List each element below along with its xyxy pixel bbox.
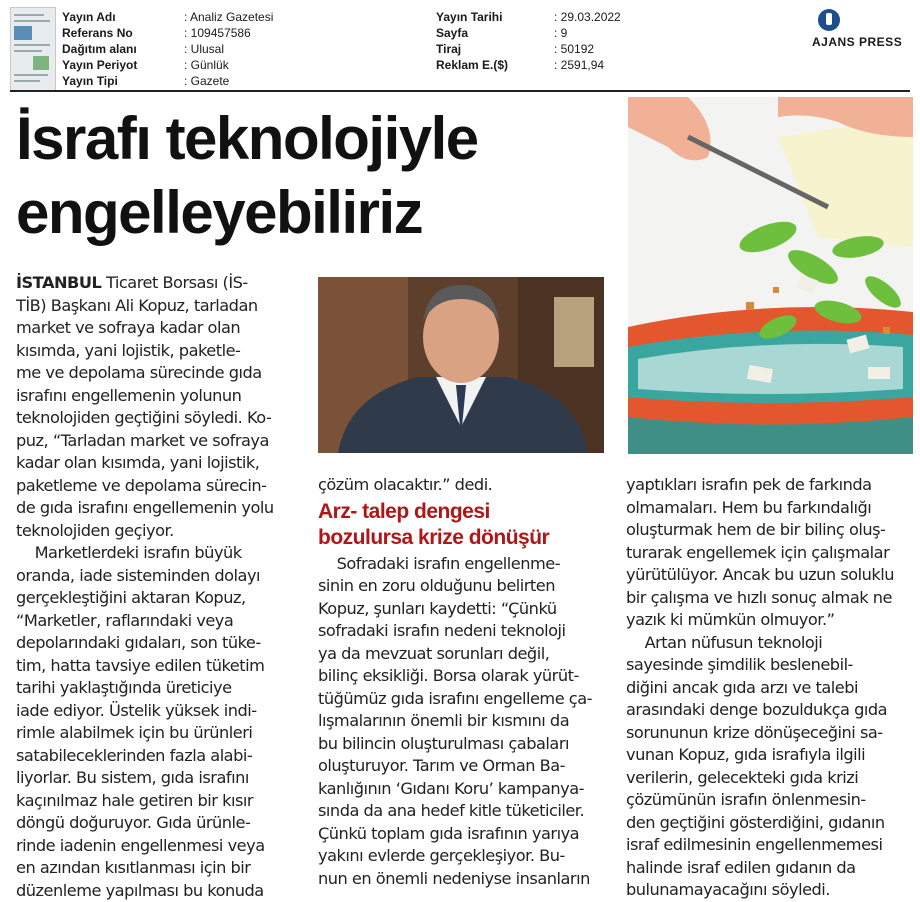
text-line: Sofradaki israfın engellenme- [318, 553, 606, 576]
ajans-press-icon [818, 9, 840, 31]
text-line: oluşturuyor. Tarım ve Orman Ba- [318, 755, 606, 778]
ajans-press-logo [812, 9, 912, 49]
text-line: kısımda, yani lojistik, paketle- [16, 340, 306, 363]
text-line: Kopuz, şunları kaydetti: “Çünkü [318, 598, 606, 621]
food-photo [628, 97, 913, 454]
text-line: sında da ana hedef kitle tüketiciler. [318, 800, 606, 823]
text-line: tüğümüz gıda israfını engelleme ça- [318, 688, 606, 711]
text-line: çözümünün israfın önlenmesin- [626, 789, 912, 812]
article-column-1 [16, 272, 306, 902]
meta-value: : 50192 [554, 41, 594, 57]
text-line: sofradaki israfın nedeni teknoloji [318, 620, 606, 643]
text-line: çözüm olacaktır.” dedi. [318, 474, 606, 497]
text-line: nun en önemli nedeniyse insanların [318, 868, 606, 891]
text-line: “Marketler, raflarındaki veya [16, 610, 306, 633]
text-line: kadar olan kısımda, yani lojistik, [16, 452, 306, 475]
text-line: iade ediyor. Üstelik yüksek indi- [16, 700, 306, 723]
meta-value: : Ulusal [184, 41, 224, 57]
text-line [16, 272, 306, 295]
headline-line: İsrafı teknolojiyle [16, 102, 616, 176]
text-line: tim, hatta tavsiye edilen tüketim [16, 655, 306, 678]
meta-value: : 9 [554, 25, 567, 41]
text-line: gerçekleştiğini aktaran Kopuz, [16, 587, 306, 610]
text-line: israf edilmesinin engellenmemesi [626, 834, 912, 857]
food-photo-illustration [628, 97, 913, 454]
meta-key: Referans No [62, 25, 133, 41]
text-line: israfını engellemenin yolunun [16, 385, 306, 408]
headline-line: engelleyebiliriz [16, 176, 616, 250]
meta-key: Reklam E.($) [436, 57, 508, 73]
text-line: liyorlar. Bu sistem, gıda israfını [16, 767, 306, 790]
text-line: rinde iadenin engellenmesi veya [16, 835, 306, 858]
text-line: rimle alabilmek için bu ürünleri [16, 722, 306, 745]
text-line: sorununun krize dönüşeceğini sa- [626, 722, 912, 745]
text-line: bulunamayacağını söyledi. [626, 879, 912, 902]
meta-key: Sayfa [436, 25, 468, 41]
text-line: market ve sofraya kadar olan [16, 317, 306, 340]
article-column-2 [318, 474, 606, 890]
logo-text: AJANS PRESS [812, 35, 902, 49]
meta-value: : Günlük [184, 57, 229, 73]
text-line: oluşturmak hem de bir bilinç oluş- [626, 519, 912, 542]
text-line: paketleme ve depolama sürecin- [16, 475, 306, 498]
subheading [318, 499, 606, 551]
text-line: yaptıkları israfın pek de farkında [626, 474, 912, 497]
text-line: en azından kısıtlanması için bir [16, 857, 306, 880]
text-line: olmamaları. Hem bu farkındalığı [626, 497, 912, 520]
text-line: ya da mevzuat sorunları değil, [318, 643, 606, 666]
text-line: satabileceklerinden fazla alabi- [16, 745, 306, 768]
text-line-rest: Ticaret Borsası (İS- [101, 273, 247, 292]
text-line: de gıda israfını engellemenin yolu [16, 497, 306, 520]
text-line: oranda, iade sisteminden dolayı [16, 565, 306, 588]
meta-value: : 2591,94 [554, 57, 604, 73]
text-line: kaçınılmaz hale getiren bir kısır [16, 790, 306, 813]
meta-right [436, 9, 736, 79]
text-line: kanlığının ‘Gıdanı Koru’ kampanya- [318, 778, 606, 801]
page-thumbnail [10, 7, 56, 91]
meta-value: : 109457586 [184, 25, 251, 41]
text-line: Artan nüfusun teknoloji [626, 632, 912, 655]
text-line: tarihi yaklaştığında üreticiye [16, 677, 306, 700]
headline [16, 102, 616, 250]
text-line: lışmalarının önemli bir kısmını da [318, 710, 606, 733]
text-line: düzenleme yapılması bu konuda [16, 880, 306, 902]
text-line: den geçtiğini gösterdiğini, gıdanın [626, 812, 912, 835]
portrait-illustration [318, 277, 604, 453]
text-line: vunan Kopuz, gıda israfıyla ilgili [626, 744, 912, 767]
text-line: me ve depolama sürecinde gıda [16, 362, 306, 385]
text-line: TİB) Başkanı Ali Kopuz, tarladan [16, 295, 306, 318]
header-divider [10, 90, 910, 92]
meta-value: : 29.03.2022 [554, 9, 621, 25]
text-line: bu bilincin oluşturulması çabaları [318, 733, 606, 756]
text-line: halinde israf edilen gıdanın da [626, 857, 912, 880]
meta-key: Yayın Periyot [62, 57, 137, 73]
text-line: teknolojiden geçtiğini söyledi. Ko- [16, 407, 306, 430]
text-line: sinin en zoru olduğunu belirten [318, 575, 606, 598]
text-line: Marketlerdeki israfın büyük [16, 542, 306, 565]
text-line: depolarındaki gıdaları, son tüke- [16, 632, 306, 655]
meta-value: : Gazete [184, 73, 229, 89]
text-line: döngü doğuruyor. Gıda ürünle- [16, 812, 306, 835]
meta-key: Dağıtım alanı [62, 41, 137, 57]
meta-value: : Analiz Gazetesi [184, 9, 273, 25]
article-column-3 [626, 474, 912, 902]
text-line: turarak engellemek için çalışmalar [626, 542, 912, 565]
text-line: verilerin, gelecekteki gıda krizi [626, 767, 912, 790]
text-line: bir çalışma ve hızlı sonuç almak ne [626, 587, 912, 610]
text-line: yürütülüyor. Ancak bu uzun soluklu [626, 564, 912, 587]
meta-key: Yayın Tarihi [436, 9, 502, 25]
meta-key: Yayın Adı [62, 9, 116, 25]
text-line: arasındaki denge bozuldukça gıda [626, 699, 912, 722]
meta-key: Yayın Tipi [62, 73, 118, 89]
meta-left [62, 9, 382, 93]
text-line: diğini ancak gıda arzı ve talebi [626, 677, 912, 700]
text-line: teknolojiden geçiyor. [16, 520, 306, 543]
text-line: Çünkü toplam gıda israfının yarıya [318, 823, 606, 846]
text-line: bilinç eksikliği. Borsa olarak yürüt- [318, 665, 606, 688]
text-line: puz, “Tarladan market ve sofraya [16, 430, 306, 453]
text-line: yazık ki mümkün olmuyor.” [626, 609, 912, 632]
dateline: İSTANBUL [16, 273, 101, 292]
subheading-line: bozulursa krize dönüşür [318, 525, 606, 551]
text-line: yakını evlerde gerçekleşiyor. Bu- [318, 845, 606, 868]
text-line: sayesinde şimdilik beslenebil- [626, 654, 912, 677]
meta-key: Tiraj [436, 41, 461, 57]
portrait-photo [318, 277, 604, 453]
subheading-line: Arz- talep dengesi [318, 499, 606, 525]
